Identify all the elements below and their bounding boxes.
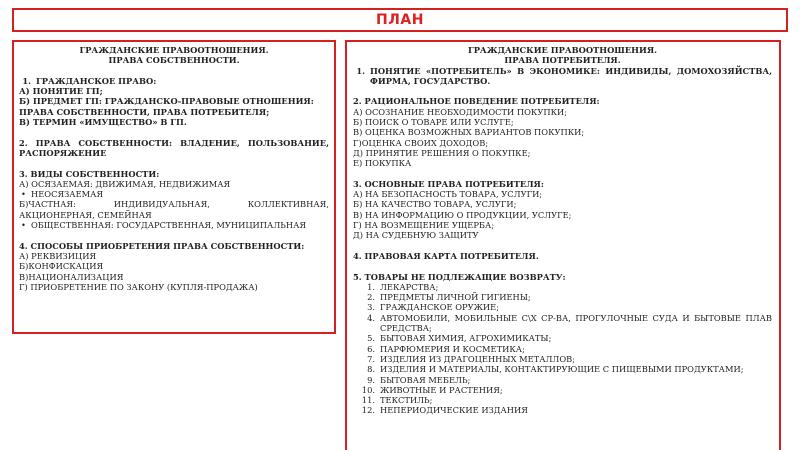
right-s5-item-cont: СРЕДСТВА; <box>353 323 772 333</box>
right-section-4-title: 4. ПРАВОВАЯ КАРТА ПОТРЕБИТЕЛЯ. <box>353 250 539 261</box>
left-section-1-title: 1. ГРАЖДАНСКОЕ ПРАВО: <box>19 76 329 86</box>
right-s3-item: В) НА ИНФОРМАЦИЮ О ПРОДУКЦИИ, УСЛУГЕ; <box>353 209 572 220</box>
right-s5-item: 9. БЫТОВАЯ МЕБЕЛЬ; <box>353 375 772 385</box>
right-s5-item: 10. ЖИВОТНЫЕ И РАСТЕНИЯ; <box>353 385 772 395</box>
page-title: ПЛАН <box>376 12 424 28</box>
left-s4-item-a: А) РЕКВИЗИЦИЯ <box>19 250 97 261</box>
left-s4-item-d: Г) ПРИОБРЕТЕНИЕ ПО ЗАКОНУ (КУПЛЯ-ПРОДАЖА) <box>19 281 258 292</box>
left-section-2-line-1: 2. ПРАВА СОБСТВЕННОСТИ: ВЛАДЕНИЕ, ПОЛЬЗОВАНИЕ, <box>19 137 329 148</box>
left-s3-bullet-1: • НЕОСЯЗАЕМАЯ <box>21 189 104 200</box>
left-section-4-title: 4. СПОСОБЫ ПРИОБРЕТЕНИЯ ПРАВА СОБСТВЕННОСТИ: <box>19 240 305 251</box>
right-s5-item: 6. ПАРФЮМЕРИЯ И КОСМЕТИКА; <box>353 344 772 354</box>
right-s5-item: 7. ИЗДЕЛИЯ ИЗ ДРАГОЦЕННЫХ МЕТАЛЛОВ; <box>353 354 772 364</box>
right-s2-item: Б) ПОИСК О ТОВАРЕ ИЛИ УСЛУГЕ; <box>353 117 514 128</box>
item-number: 3. <box>367 302 375 313</box>
right-s3-item: Д) НА СУДЕБНУЮ ЗАЩИТУ <box>353 230 479 241</box>
section-number: 1. <box>356 65 365 76</box>
left-heading-1: ГРАЖДАНСКИЕ ПРАВООТНОШЕНИЯ. <box>79 45 269 55</box>
right-section-1-cont: ФИРМА, ГОСУДАРСТВО. <box>370 75 491 86</box>
left-s3-item-b-cont: АКЦИОНЕРНАЯ, СЕМЕЙНАЯ <box>19 209 152 220</box>
item-number: 4. <box>367 312 375 323</box>
right-s2-item: Е) ПОКУПКА <box>353 158 412 169</box>
right-s3-item: Г) НА ВОЗМЕЩЕНИЕ УЩЕРБА; <box>353 220 495 231</box>
right-s5-item: 11. ТЕКСТИЛЬ; <box>353 395 772 405</box>
left-panel-property-rights <box>12 40 336 334</box>
left-s1-item-c: В) ТЕРМИН «ИМУЩЕСТВО» В ГП. <box>19 117 187 128</box>
item-number: 5. <box>367 333 375 344</box>
left-s3-item-b: Б)ЧАСТНАЯ: ИНДИВИДУАЛЬНАЯ, КОЛЛЕКТИВНАЯ, <box>19 199 329 210</box>
item-number: 10. <box>361 384 375 395</box>
right-s5-item: 4. АВТОМОБИЛИ, МОБИЛЬНЫЕ С\Х СР-ВА, ПРОГУЛОЧНЫЕ СУДА И БЫТОВЫЕ ПЛАВ <box>353 313 772 323</box>
right-section-2-title: 2. РАЦИОНАЛЬНОЕ ПОВЕДЕНИЕ ПОТРЕБИТЕЛЯ: <box>353 96 600 107</box>
right-s5-item: 5. БЫТОВАЯ ХИМИЯ, АГРОХИМИКАТЫ; <box>353 333 772 343</box>
item-number: 7. <box>367 353 375 364</box>
right-section-1: 1. ПОНЯТИЕ «ПОТРЕБИТЕЛЬ» В ЭКОНОМИКЕ: ИНДИВИДЫ, ДОМОХОЗЯЙСТВА, <box>353 66 772 76</box>
left-s3-bullet-2: • ОБЩЕСТВЕННАЯ: ГОСУДАРСТВЕННАЯ, МУНИЦИПАЛЬНАЯ <box>21 220 307 231</box>
right-s3-item: Б) НА КАЧЕСТВО ТОВАРА, УСЛУГИ; <box>353 199 517 210</box>
right-s2-item: Г)ОЦЕНКА СВОИХ ДОХОДОВ; <box>353 137 489 148</box>
item-number: 12. <box>361 405 375 416</box>
left-section-3-title: 3. ВИДЫ СОБСТВЕННОСТИ: <box>19 168 160 179</box>
item-number <box>353 323 375 333</box>
plan-title-bar <box>12 8 788 32</box>
bullet-icon: • <box>21 220 26 231</box>
left-s1-item-b: Б) ПРЕДМЕТ ГП: ГРАЖДАНСКО-ПРАВОВЫЕ ОТНОШЕНИЯ: <box>19 96 314 107</box>
right-s3-item: А) НА БЕЗОПАСНОСТЬ ТОВАРА, УСЛУГИ; <box>353 189 543 200</box>
right-s2-item: В) ОЦЕНКА ВОЗМОЖНЫХ ВАРИАНТОВ ПОКУПКИ; <box>353 127 585 138</box>
left-heading-2: ПРАВА СОБСТВЕННОСТИ. <box>108 55 240 66</box>
right-s5-item: 2. ПРЕДМЕТЫ ЛИЧНОЙ ГИГИЕНЫ; <box>353 292 772 302</box>
item-number: 9. <box>367 374 375 385</box>
right-s5-item: 8. ИЗДЕЛИЯ И МАТЕРИАЛЫ, КОНТАКТИРУЮЩИЕ С ПИЩЕВЫМИ ПРОДУКТАМИ; <box>353 364 772 374</box>
left-section-2-line-2: РАСПОРЯЖЕНИЕ <box>19 147 107 158</box>
item-number: 2. <box>367 292 375 303</box>
left-s4-item-b: Б)КОНФИСКАЦИЯ <box>19 261 104 272</box>
right-s5-item: 3. ГРАЖДАНСКОЕ ОРУЖИЕ; <box>353 302 772 312</box>
left-s3-item-a: А) ОСЯЗАЕМАЯ: ДВИЖИМАЯ, НЕДВИЖИМАЯ <box>19 178 231 189</box>
right-s5-item: 1. ЛЕКАРСТВА; <box>353 282 772 292</box>
item-number: 11. <box>361 395 375 406</box>
item-number: 6. <box>367 343 375 354</box>
right-s2-item: Д) ПРИНЯТИЕ РЕШЕНИЯ О ПОКУПКЕ; <box>353 147 531 158</box>
left-s1-item-b-cont: ПРАВА СОБСТВЕННОСТИ, ПРАВА ПОТРЕБИТЕЛЯ; <box>19 106 270 117</box>
item-number: 8. <box>367 364 375 375</box>
section-number: 1. <box>22 75 31 86</box>
left-s1-item-a: А) ПОНЯТИЕ ГП; <box>19 86 103 97</box>
right-heading-2: ПРАВА ПОТРЕБИТЕЛЯ. <box>504 55 621 66</box>
right-s2-item: А) ОСОЗНАНИЕ НЕОБХОДИМОСТИ ПОКУПКИ; <box>353 106 568 117</box>
right-heading-1: ГРАЖДАНСКИЕ ПРАВООТНОШЕНИЯ. <box>467 45 658 55</box>
left-s4-item-c: В)НАЦИОНАЛИЗАЦИЯ <box>19 271 124 282</box>
right-s5-item: 12. НЕПЕРИОДИЧЕСКИЕ ИЗДАНИЯ <box>353 405 772 415</box>
right-section-3-title: 3. ОСНОВНЫЕ ПРАВА ПОТРЕБИТЕЛЯ: <box>353 178 544 189</box>
right-panel-consumer-rights <box>345 40 781 450</box>
bullet-icon: • <box>21 189 26 200</box>
right-section-5-title: 5. ТОВАРЫ НЕ ПОДЛЕЖАЩИЕ ВОЗВРАТУ: <box>353 271 566 282</box>
item-number: 1. <box>367 281 375 292</box>
